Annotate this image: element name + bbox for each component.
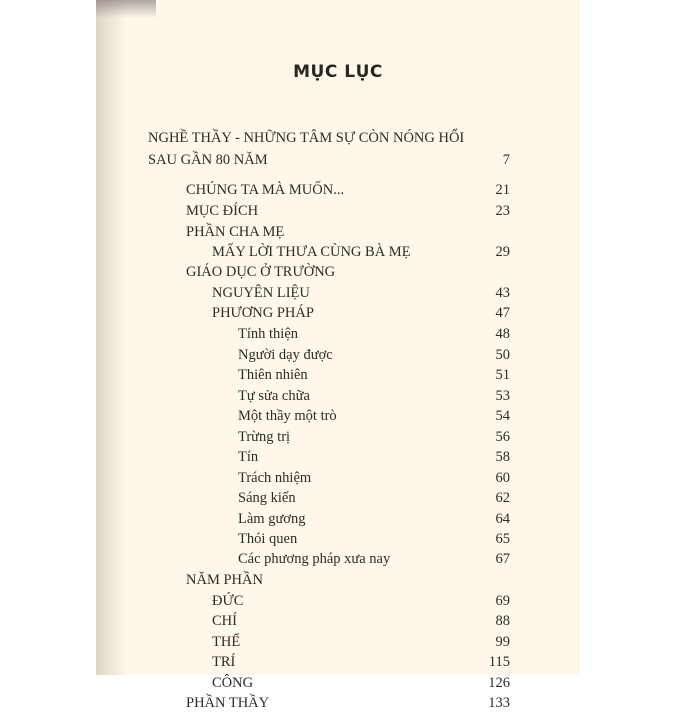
- toc-entry: [96, 242, 580, 262]
- toc-entry: [96, 283, 580, 303]
- toc-entry-page-number: 7: [502, 152, 510, 168]
- toc-entry-label: Thói quen: [238, 531, 298, 547]
- toc-entry: [96, 652, 580, 672]
- toc-entry-label: NĂM PHẦN: [186, 572, 263, 588]
- toc-entry: [96, 570, 580, 590]
- toc-entry-page-number: 23: [495, 203, 510, 219]
- toc-entry-label: Tín: [238, 449, 259, 465]
- toc-entry-label: Trách nhiệm: [238, 470, 312, 486]
- toc-entry-label: PHƯƠNG PHÁP: [212, 305, 314, 321]
- toc-entry: [96, 611, 580, 631]
- toc-entry-page-number: 126: [488, 675, 510, 691]
- toc-entry: [96, 447, 580, 467]
- toc-entry-label: CÔNG: [212, 675, 254, 691]
- toc-entry-label: GIÁO DỤC Ở TRƯỜNG: [186, 264, 336, 280]
- toc-entry: [96, 180, 580, 200]
- toc-entry-label: ĐỨC: [212, 593, 244, 609]
- toc-entry-page-number: 51: [495, 367, 510, 383]
- toc-entry-label: CHÍ: [212, 613, 237, 629]
- toc-entry-page-number: 43: [495, 285, 510, 301]
- toc-entry-page-number: 64: [495, 511, 510, 527]
- toc-entry-page-number: 54: [495, 408, 510, 424]
- toc-entry-page-number: 133: [488, 695, 510, 711]
- toc-entry: [96, 365, 580, 385]
- toc-entry: [96, 488, 580, 508]
- toc-entry-page-number: 47: [495, 305, 510, 321]
- toc-entry: [96, 673, 580, 693]
- toc-entry: [96, 303, 580, 323]
- toc-entry-label: PHẦN THẦY: [186, 695, 270, 711]
- toc-entry: [96, 591, 580, 611]
- toc-entry-page-number: 21: [495, 182, 510, 198]
- page-corner-shadow: [96, 0, 156, 18]
- toc-entry: [96, 386, 580, 406]
- toc-entry-label: Một thầy một trò: [238, 408, 337, 424]
- toc-entry: [96, 509, 580, 529]
- toc-entry: [96, 262, 580, 282]
- toc-entry: [96, 222, 580, 242]
- toc-entry-label: TRÍ: [212, 654, 236, 670]
- toc-entry-page-number: 60: [495, 470, 510, 486]
- toc-entry-label: Làm gương: [238, 511, 306, 527]
- toc-entry: [96, 345, 580, 365]
- toc-entry-page-number: 88: [495, 613, 510, 629]
- toc-entry-label: Thiên nhiên: [238, 367, 308, 383]
- toc-entry: [96, 529, 580, 549]
- toc-entry: [96, 201, 580, 221]
- toc-entry-label: Sáng kiến: [238, 490, 296, 506]
- toc-entry: [96, 427, 580, 447]
- toc-entry: [96, 324, 580, 344]
- toc-entry-page-number: 53: [495, 388, 510, 404]
- toc-entry: [96, 406, 580, 426]
- toc-entry-label: Tự sửa chữa: [238, 388, 310, 404]
- toc-entry-page-number: 56: [495, 429, 510, 445]
- toc-entry-page-number: 99: [495, 634, 510, 650]
- toc-entry-page-number: 58: [495, 449, 510, 465]
- toc-entry-label: Trừng trị: [238, 429, 291, 445]
- toc-entry-label: NGHỀ THẦY - NHỮNG TÂM SỰ CÒN NÓNG HỔI: [148, 130, 465, 146]
- toc-entry-label: Các phương pháp xưa nay: [238, 551, 391, 567]
- toc-entry-page-number: 115: [488, 654, 510, 670]
- toc-entry-page-number: 65: [495, 531, 510, 547]
- toc-entry-label: THỂ: [212, 634, 241, 650]
- toc-entry: [96, 549, 580, 569]
- toc-entry-label: SAU GẦN 80 NĂM: [148, 152, 268, 168]
- toc-entry-label: Người dạy được: [238, 347, 333, 363]
- toc-entry-label: MỤC ĐÍCH: [186, 203, 259, 219]
- toc-entry-page-number: 50: [495, 347, 510, 363]
- toc-entry-page-number: 29: [495, 244, 510, 260]
- toc-entry-label: NGUYÊN LIỆU: [212, 285, 310, 301]
- toc-entry-page-number: 67: [495, 551, 510, 567]
- toc-entry-page-number: 62: [495, 490, 510, 506]
- page-title: MỤC LỤC: [293, 62, 383, 82]
- toc-entry-page-number: 48: [495, 326, 510, 342]
- toc-entry-label: CHÚNG TA MÀ MUỐN...: [186, 182, 345, 198]
- toc-entry-label: PHẦN CHA MẸ: [186, 224, 285, 240]
- toc-entry: [96, 128, 580, 148]
- toc-entry: [96, 150, 580, 170]
- toc-entry-page-number: 69: [495, 593, 510, 609]
- book-page: [96, 0, 580, 711]
- toc-entry-label: MẤY LỜI THƯA CÙNG BÀ MẸ: [212, 244, 411, 260]
- toc-entry: [96, 693, 580, 713]
- toc-entry: [96, 468, 580, 488]
- toc-entry: [96, 632, 580, 652]
- toc-entry-label: Tính thiện: [238, 326, 299, 342]
